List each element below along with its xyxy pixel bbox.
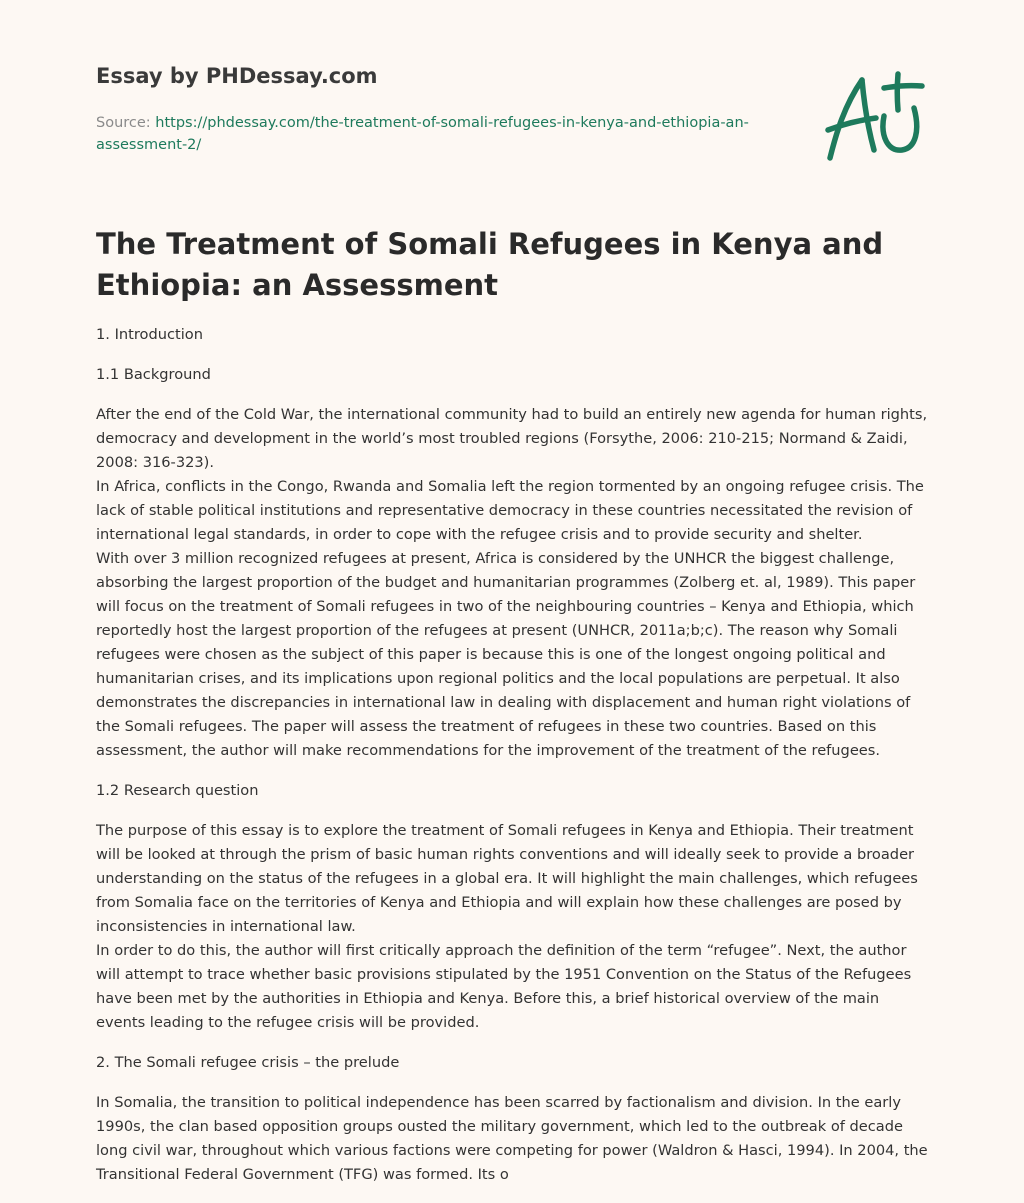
paragraph-line: In order to do this, the author will first critically approach the definition of the term “refugee”. Next, the author will attempt to trace whether basic provisions stipulated by the 1951 Convention on the Status of the Refugees have been met by the authorities in Ethiopia and Kenya. Before this, a brief historical overview of the main events leading to the refugee crisis will be provided. [96,942,912,1031]
source-link[interactable]: https://phdessay.com/the-treatment-of-somali-refugees-in-kenya-and-ethiopia-an-assessment-2/ [96,115,749,153]
background-paragraph [96,403,930,763]
paragraph-line: After the end of the Cold War, the international community had to build an entirely new agenda for human rights, democracy and development in the world’s most troubled regions (Forsythe, 2006: 210-215; Normand & Zaidi, 2008: 316-323). [96,406,928,471]
research-question-paragraph [96,819,930,1035]
section-heading-background: 1.1 Background [96,366,211,383]
paragraph-line: The purpose of this essay is to explore the treatment of Somali refugees in Kenya and Ethiopia. Their treatment will be looked at through the prism of basic human rights conventions and will ideally seek to provide a broader understanding on the status of the refugees in a global era. It will highlight the main challenges, which refugees from Somalia face on the territories of Kenya and Ethiopia and will explain how these challenges are posed by inconsistencies in international law. [96,822,918,935]
section-heading-refugee-crisis: 2. The Somali refugee crisis – the prelude [96,1054,400,1071]
document-title: The Treatment of Somali Refugees in Kenya and Ethiopia: an Assessment [96,227,884,302]
a-plus-logo-icon [818,68,928,164]
paragraph-line: In Africa, conflicts in the Congo, Rwanda and Somalia left the region tormented by an ongoing refugee crisis. The lack of stable political institutions and representative democracy in these countries necessitated the revision of international legal standards, in order to cope with the refugee crisis and to provide security and shelter. [96,478,924,543]
a-plus-logo [818,68,928,164]
refugee-crisis-paragraph: In Somalia, the transition to political independence has been scarred by factionalism and division. In the early 1990s, the clan based opposition groups ousted the military government, which led to the outbreak of decade long civil war, throughout which various factions were competing for power (Waldron & Hasci, 1994). In 2004, the Transitional Federal Government (TFG) was formed. Its o [96,1094,928,1183]
site-brand: Essay by PHDessay.com [96,64,378,88]
source-line [96,112,756,156]
essay-body [96,323,930,1203]
paragraph-line: With over 3 million recognized refugees at present, Africa is considered by the UNHCR the biggest challenge, absorbing the largest proportion of the budget and humanitarian programmes (Zolberg et. al, 1989). This paper will focus on the treatment of Somali refugees in two of the neighbouring countries – Kenya and Ethiopia, which reportedly host the largest proportion of the refugees at present (UNHCR, 2011a;b;c). The reason why Somali refugees were chosen as the subject of this paper is because this is one of the longest ongoing political and humanitarian crises, and its implications upon regional politics and the local populations are perpetual. It also demonstrates the discrepancies in international law in dealing with displacement and human right violations of the Somali refugees. The paper will assess the treatment of refugees in these two countries. Based on this assessment, the author will make recommendations for the improvement of the treatment of the refugees. [96,550,916,759]
section-heading-research-question: 1.2 Research question [96,782,259,799]
source-label: Source: [96,115,151,131]
section-heading-introduction: 1. Introduction [96,326,203,343]
